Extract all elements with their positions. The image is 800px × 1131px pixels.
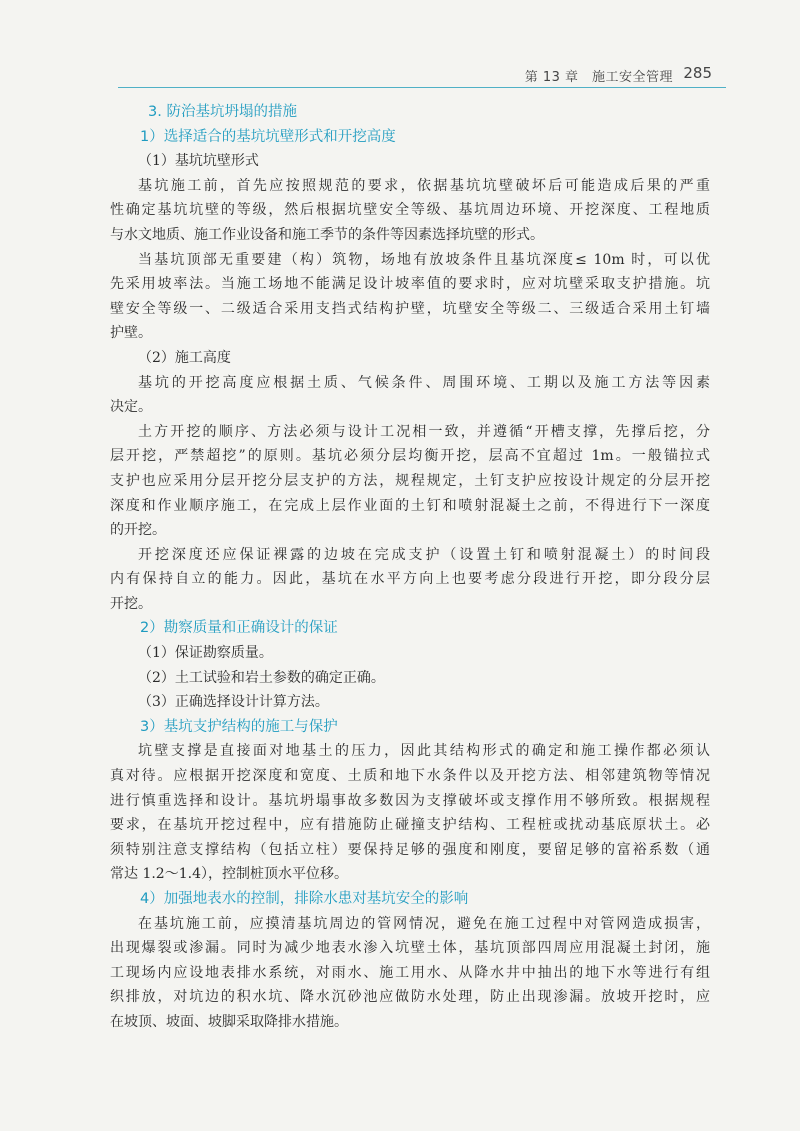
paragraph-line: 织排放，对坑边的积水坑、降水沉砂池应做防水处理，防止出现渗漏。放坡开挖时，应 (110, 989, 710, 1006)
paragraph-line: 土方开挖的顺序、方法必须与设计工况相一致，并遵循“开槽支撑，先撑后挖，分 (138, 423, 710, 440)
paragraph-line: 进行慎重选择和设计。基坑坍塌事故多数因为支撑破坏或支撑作用不够所致。根据规程 (110, 792, 710, 809)
subsection-heading: 3）基坑支护结构的施工与保护 (140, 718, 338, 735)
item-heading: （1）保证勘察质量。 (138, 645, 273, 662)
page-number: 285 (683, 64, 712, 82)
subsection-heading: 2）勘察质量和正确设计的保证 (140, 620, 338, 637)
subsection-heading: 4）加强地表水的控制，排除水患对基坑安全的影响 (140, 891, 469, 907)
paragraph-line: 常达 1.2～1.4），控制桩顶水平位移。 (110, 866, 348, 883)
paragraph-line: 与水文地质、施工作业设备和施工季节的条件等因素选择坑壁的形式。 (110, 226, 544, 243)
paragraph-line: 须特别注意支撑结构（包括立柱）要保持足够的强度和刚度，要留足够的富裕系数（通 (110, 841, 710, 858)
paragraph-line: 护壁。 (110, 325, 152, 342)
paragraph-line: 的开挖。 (110, 522, 166, 539)
paragraph-line: 工现场内应设地表排水系统，对雨水、施工用水、从降水井中抽出的地下水等进行有组 (110, 964, 710, 981)
page-body (110, 100, 710, 1035)
paragraph-line: 基坑的开挖高度应根据土质、气候条件、周围环境、工期以及施工方法等因素 (138, 374, 710, 391)
item-heading: （2）施工高度 (138, 349, 231, 366)
paragraph-line: 深度和作业顺序施工，在完成上层作业面的土钉和喷射混凝土之前，不得进行下一深度 (110, 497, 710, 514)
paragraph-line: 出现爆裂或渗漏。同时为减少地表水渗入坑壁土体，基坑顶部四周应用混凝土封闭，施 (110, 940, 710, 957)
header-divider (118, 87, 726, 88)
paragraph-line: 真对待。应根据开挖深度和宽度、土质和地下水条件以及开挖方法、相邻建筑物等情况 (110, 768, 710, 785)
paragraph-line: 性确定基坑坑壁的等级，然后根据坑壁安全等级、基坑周边环境、开挖深度、工程地质 (110, 202, 710, 219)
chapter-title: 第 13 章 施工安全管理 (524, 70, 673, 85)
paragraph-line: 当基坑顶部无重要建（构）筑物，场地有放坡条件且基坑深度≤ 10m 时，可以优 (138, 251, 710, 268)
paragraph-line: 内有保持自立的能力。因此，基坑在水平方向上也要考虑分段进行开挖，即分段分层 (110, 571, 710, 588)
paragraph-line: 开挖。 (110, 595, 152, 612)
paragraph-line: 开挖深度还应保证裸露的边坡在完成支护（设置土钉和喷射混凝土）的时间段 (138, 546, 710, 563)
item-heading: （2）土工试验和岩土参数的确定正确。 (138, 669, 385, 686)
paragraph-line: 壁安全等级一、二级适合采用支挡式结构护壁，坑壁安全等级二、三级适合采用土钉墙 (110, 300, 710, 317)
item-heading: （3）正确选择设计计算方法。 (138, 694, 329, 711)
paragraph-line: 层开挖，严禁超挖”的原则。基坑必须分层均衡开挖，层高不宜超过 1m。一般锚拉式 (110, 448, 710, 465)
paragraph-line: 先采用坡率法。当施工场地不能满足设计坡率值的要求时，应对坑壁采取支护措施。坑 (110, 276, 710, 293)
paragraph-line: 要求，在基坑开挖过程中，应有措施防止碰撞支护结构、工程桩或扰动基底原状土。必 (110, 817, 710, 834)
paragraph-line: 在基坑施工前，应摸清基坑周边的管网情况，避免在施工过程中对管网造成损害， (138, 915, 710, 932)
paragraph-line: 坑壁支撑是直接面对地基土的压力，因此其结构形式的确定和施工操作都必须认 (138, 743, 710, 760)
section-heading: 3. 防治基坑坍塌的措施 (148, 104, 297, 120)
paragraph-line: 决定。 (110, 399, 152, 416)
paragraph-line: 支护也应采用分层开挖分层支护的方法，规程规定，土钉支护应按设计规定的分层开挖 (110, 472, 710, 489)
page-header (0, 0, 800, 92)
subsection-heading: 1）选择适合的基坑坑壁形式和开挖高度 (140, 128, 396, 145)
paragraph-line: 基坑施工前，首先应按照规范的要求，依据基坑坑壁破坏后可能造成后果的严重 (138, 177, 710, 194)
paragraph-line: 在坡顶、坡面、坡脚采取降排水措施。 (110, 1013, 348, 1030)
item-heading: （1）基坑坑壁形式 (138, 153, 259, 170)
